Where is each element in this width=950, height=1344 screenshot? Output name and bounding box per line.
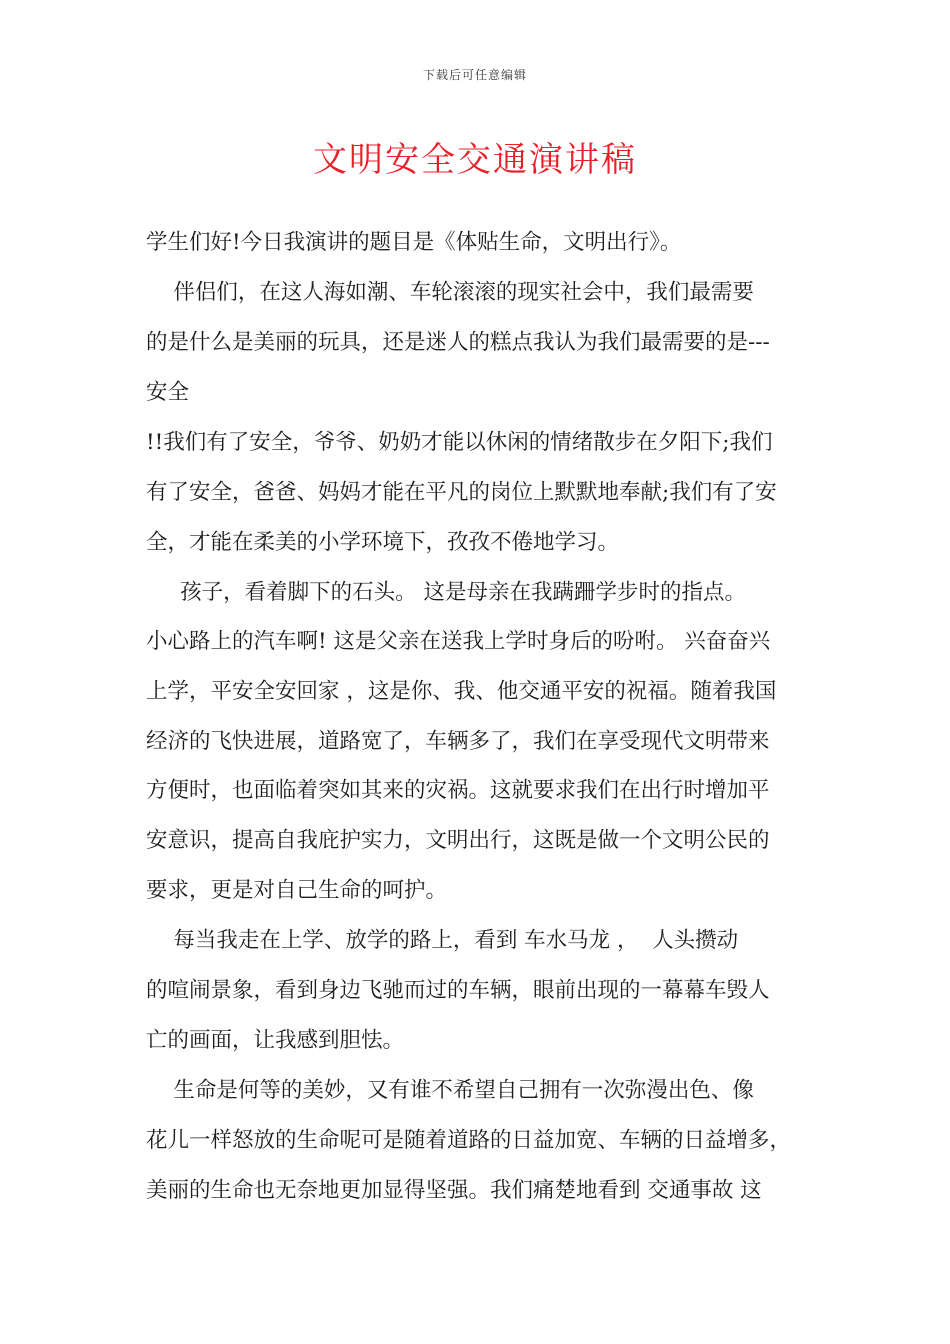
- body-line: 的是什么是美丽的玩具，还是迷人的糕点我认为我们最需要的是---: [146, 330, 770, 355]
- body-line: 经济的飞快进展，道路宽了，车辆多了，我们在享受现代文明带来: [146, 729, 770, 754]
- body-line: 要求，更是对自己生命的呵护。: [146, 878, 448, 903]
- body-line: 生命是何等的美妙，又有谁不希望自己拥有一次弥漫出色、像: [146, 1078, 754, 1103]
- body-line: 安意识，提高自我庇护实力，文明出行，这既是做一个文明公民的: [146, 828, 770, 853]
- body-line: 亡的画面，让我感到胆怯。: [146, 1028, 405, 1053]
- body-line: !!我们有了安全，爷爷、奶奶才能以休闲的情绪散步在夕阳下;我们: [146, 430, 773, 455]
- body-line: 安全: [146, 380, 190, 405]
- body-line: 花儿一样怒放的生命呢可是随着道路的日益加宽、车辆的日益增多，: [146, 1128, 792, 1153]
- header-note: 下载后可任意编辑: [422, 68, 527, 82]
- document-title: 文明安全交通演讲稿: [313, 140, 637, 180]
- body-line: 每当我走在上学、放学的路上，看到 车水马龙 ， 人头攒动: [146, 928, 739, 953]
- body-line: 美丽的生命也无奈地更加显得坚强。我们痛楚地看到 交通事故 这: [146, 1178, 762, 1203]
- body-line: 学生们好!今日我演讲的题目是《体贴生命，文明出行》。: [146, 230, 682, 255]
- body-line: 小心路上的汽车啊! 这是父亲在送我上学时身后的吩咐。 兴奋奋兴: [146, 629, 771, 654]
- body-line: 的喧闹景象，看到身边飞驰而过的车辆，眼前出现的一幕幕车毁人: [146, 978, 770, 1003]
- body-line: 伴侣们，在这人海如潮、车轮滚滚的现实社会中，我们最需要: [146, 280, 754, 305]
- body-line: 有了安全，爸爸、妈妈才能在平凡的岗位上默默地奉献;我们有了安: [146, 480, 777, 505]
- body-line: 全，才能在柔美的小学环境下，孜孜不倦地学习。: [146, 530, 620, 555]
- body-line: 上学，平安全安回家 ，这是你、我、他交通平安的祝福。随着我国: [146, 679, 777, 704]
- body-line: 孩子，看着脚下的石头。 这是母亲在我蹒跚学步时的指点。: [146, 580, 747, 605]
- body-line: 方便时，也面临着突如其来的灾祸。这就要求我们在出行时增加平: [146, 778, 770, 803]
